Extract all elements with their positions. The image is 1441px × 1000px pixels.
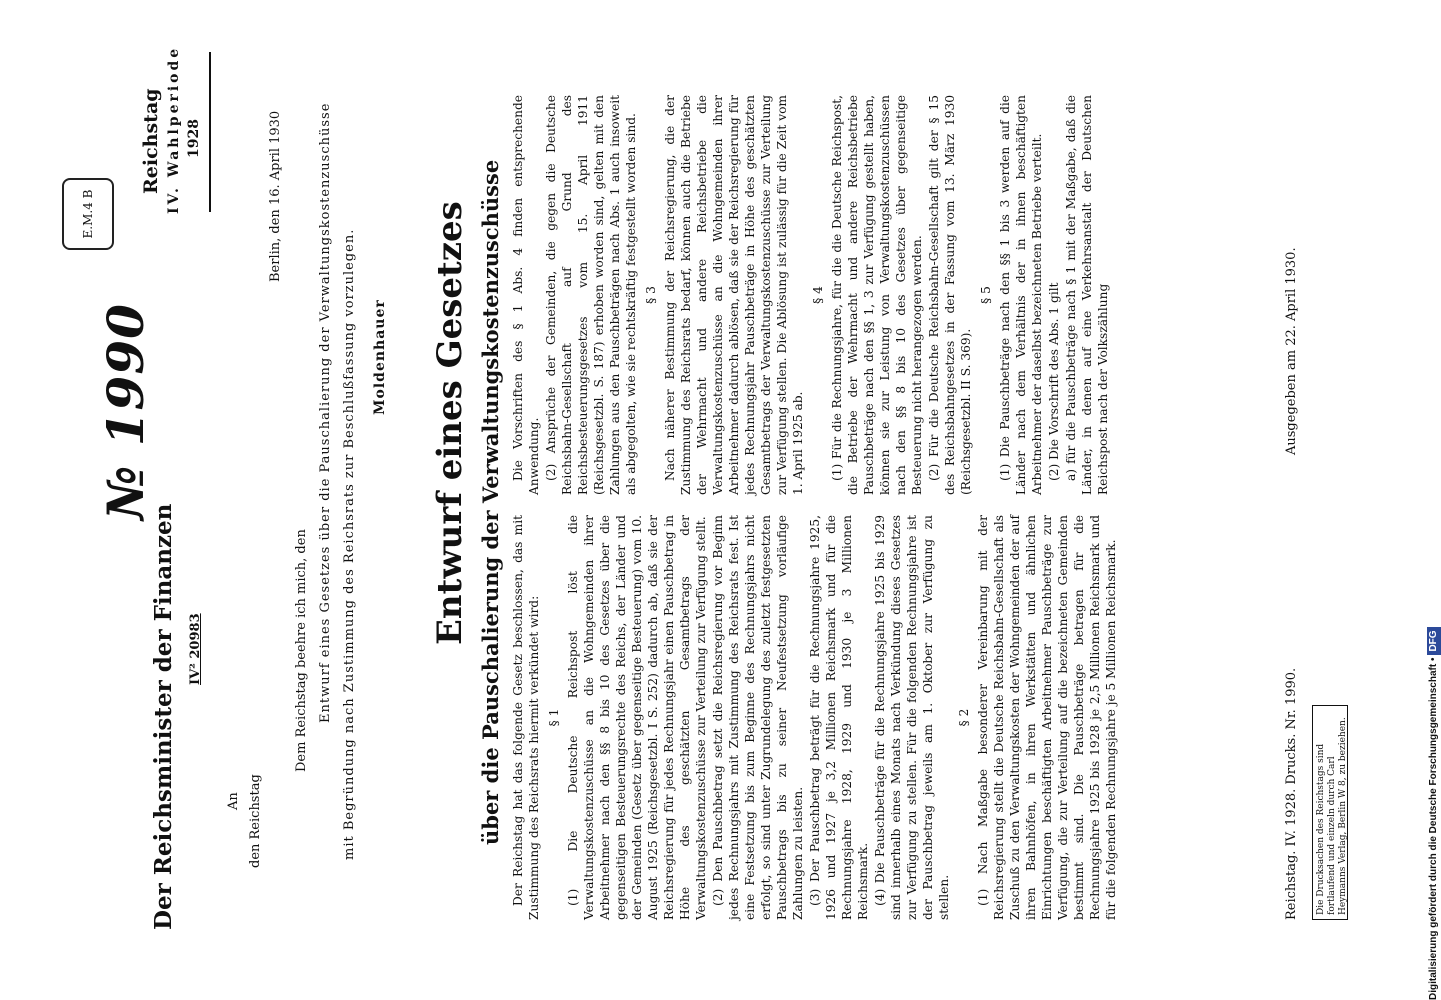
parliament-name: Reichstag bbox=[140, 88, 162, 194]
digitization-note bbox=[1427, 0, 1441, 1000]
legislative-period: IV. Wahlperiode bbox=[166, 45, 182, 214]
section-2-para-1: (1) Nach Maßgabe besonderer Vereinbarung mit der Reichsregierung stellt die Deutsche Reichsbahn-Gesellschaft als Zuschuß zu den Verwaltungskosten der Wohngemeinden der auf ihren Bahnhöfen, in ihren Werkstätten und ähnlichen Einrichtungen beschäftigten Arbeitnehmer Pauschbeträge zur Verfügung, die zur Verteilung auf die bezeichneten Gemeinden bestimmt sind. Die Pauschbeträge betragen für die Rechnungsjahre 1925 bis 1928 je 2,5 Millionen Reichsmark und für die folgenden Rechnungsjahre je 5 Millionen Reichsmark. bbox=[976, 515, 1118, 920]
bill-title: Entwurf eines Gesetzes bbox=[430, 201, 470, 645]
ministry-heading: Der Reichsminister der Finanzen bbox=[150, 503, 177, 930]
section-5-para-3: a) für die Pauschbeträge nach § 1 mit der Maßgabe, daß die Länder, in denen auf eine Verkehrsanstalt der Deutschen Reichspost nach der Volkszählung bbox=[1064, 95, 1110, 495]
period-year: 1928 bbox=[186, 119, 202, 158]
letter-date: Berlin, den 16. April 1930 bbox=[268, 110, 283, 282]
section-2-para-1-cont: Die Vorschriften des § 1 Abs. 4 finden entsprechende Anwendung. bbox=[511, 95, 541, 495]
print-imprint: Reichstag. IV. 1928. Drucks. Nr. 1990. bbox=[1284, 667, 1299, 920]
bill-right-column bbox=[510, 95, 1112, 495]
section-4-para-2: (2) Für die Deutsche Reichsbahn-Gesellschaft gilt der § 15 des Reichsbahngesetzes in der Fassung vom 13. März 1930 (Reichsgesetzbl. II S. 369). bbox=[927, 95, 973, 495]
address-an: An bbox=[226, 792, 241, 810]
section-4-para-1: (1) Für die Rechnungsjahre, für die die Deutsche Reichspost, die Betriebe der Wehrmacht und andere Reichsbetriebe Pauschbeträge nach den §§ 1, 3 zur Verfügung gestellt haben, können sie zur Leistung von Verwaltungskostenzuschüssen nach den §§ 8 bis 10 des Gesetzes über gegenseitige Besteuerung nicht herangezogen werden. bbox=[830, 95, 924, 495]
bill-subtitle: über die Pauschalierung der Verwaltungskostenzuschüsse bbox=[478, 159, 503, 845]
section-3-para-1: Nach näherer Bestimmung der Reichsregierung, die der Zustimmung des Reichsrats bedarf, können auch die Betriebe der Wehrmacht und andere Reichsbetriebe die Verwaltungskostenzuschüsse an die Wohngemeinden ihrer Arbeitnehmer dadurch ablösen, daß sie der Reichsregierung für jedes Rechnungsjahr Pauschbeträge in Höhe des geschätzten Gesamtbetrags der Verwaltungskostenzuschüsse zur Verteilung zur Verfügung stellen. Die Ablösung ist zulässig für die Zeit vom 1. April 1925 ab. bbox=[663, 95, 805, 495]
dfg-badge: DFG bbox=[1427, 627, 1441, 654]
archive-stamp: E.M.4 B bbox=[62, 178, 114, 250]
reference-number: IV² 20983 bbox=[188, 613, 203, 685]
digitization-text: Digitalisierung gefördert durch die Deutsche Forschungsgemeinschaft • bbox=[1428, 657, 1439, 1000]
section-5-para-1: (1) Die Pauschbeträge nach den §§ 1 bis 3 werden auf die Länder nach dem Verhältnis der in ihnen beschäftigten Arbeitnehmer der daselbst bezeichneten Betriebe verteilt. bbox=[998, 95, 1044, 495]
letter-body-2: Entwurf eines Gesetzes über die Pauschalierung der Verwaltungskostenzuschüsse bbox=[318, 102, 333, 723]
section-5-heading: § 5 bbox=[979, 286, 993, 304]
header-rule bbox=[209, 52, 211, 212]
section-1-heading: § 1 bbox=[547, 708, 561, 727]
document-number: № 1990 bbox=[96, 303, 155, 520]
letter-body-3: mit Begründung nach Zustimmung des Reichsrats zur Beschlußfassung vorzulegen. bbox=[342, 228, 357, 860]
section-5-para-2: (2) Die Vorschrift des Abs. 1 gilt bbox=[1047, 282, 1061, 481]
publisher-note-box: Die Drucksachen des Reichstags sind fortlaufend und einzeln durch Carl Heymanns Verlag, Berlin W 8, zu beziehen. bbox=[1312, 705, 1348, 920]
address-recipient: den Reichstag bbox=[248, 774, 263, 868]
bill-left-column bbox=[510, 515, 1120, 920]
section-2-para-2: (2) Ansprüche der Gemeinden, die gegen die Deutsche Reichsbahn-Gesellschaft auf Grund des Reichsbesteuerungsgesetzes vom 15. April 1911 (Reichsgesetzbl. S. 187) erhoben worden sind, gelten mit den Zahlungen aus den Pauschbeträgen nach Abs. 1 auch insoweit als abgegolten, wie sie rechtskräftig festgestellt worden sind. bbox=[544, 95, 638, 495]
enacting-clause: Der Reichstag hat das folgende Gesetz beschlossen, das mit Zustimmung des Reichsrats hiermit verkündet wird: bbox=[511, 515, 541, 920]
issue-date: Ausgegeben am 22. April 1930. bbox=[1284, 247, 1299, 455]
section-3-heading: § 3 bbox=[644, 286, 658, 304]
section-2-heading: § 2 bbox=[957, 708, 971, 727]
section-4-heading: § 4 bbox=[811, 286, 825, 304]
signature: Moldenhauer bbox=[372, 299, 388, 415]
section-1-para-4: (4) Die Pauschbeträge für die Rechnungsjahre 1925 bis 1929 sind innerhalb eines Monats nach Verkündung dieses Gesetzes zur Verfügung zu stellen. Für die folgenden Rechnungsjahre ist der Pauschbetrag jeweils am 1. Oktober zur Verfügung zu stellen. bbox=[873, 515, 951, 920]
letter-body-1: Dem Reichstag beehre ich mich, den bbox=[294, 529, 309, 772]
section-1-para-3: (3) Der Pauschbetrag beträgt für die Rechnungsjahre 1925, 1926 und 1927 je 3,2 Millionen Reichsmark und für die Rechnungsjahre 1928, 1929 und 1930 je 3 Millionen Reichsmark. bbox=[808, 515, 870, 920]
section-1-para-2: (2) Den Pauschbetrag setzt die Reichsregierung vor Beginn jedes Rechnungsjahrs mit Zustimmung des Reichsrats fest. Ist eine Festsetzung bis zum Beginne des Rechnungsjahrs nicht erfolgt, so sind unter Zugrundelegung des zuletzt festgesetzten Pauschbetrags bis zu seiner Neufestsetzung vorläufige Zahlungen zu leisten. bbox=[711, 515, 805, 920]
section-1-para-1: (1) Die Deutsche Reichspost löst die Verwaltungskostenzuschüsse an die Wohngemeinden ihrer Arbeitnehmer nach den §§ 8 bis 10 des Gesetzes über die gegenseitigen Besteuerungsrechte des Reichs, der Länder und der Gemeinden (Gesetz über gegenseitige Besteuerung) vom 10. August 1925 (Reichsgesetzbl. I S. 252) dadurch ab, daß sie der Reichsregierung für jedes Rechnungsjahr einen Pauschbetrag in Höhe des geschätzten Gesamtbetrags der Verwaltungskostenzuschüsse zur Verteilung zur Verfügung stellt. bbox=[566, 515, 708, 920]
